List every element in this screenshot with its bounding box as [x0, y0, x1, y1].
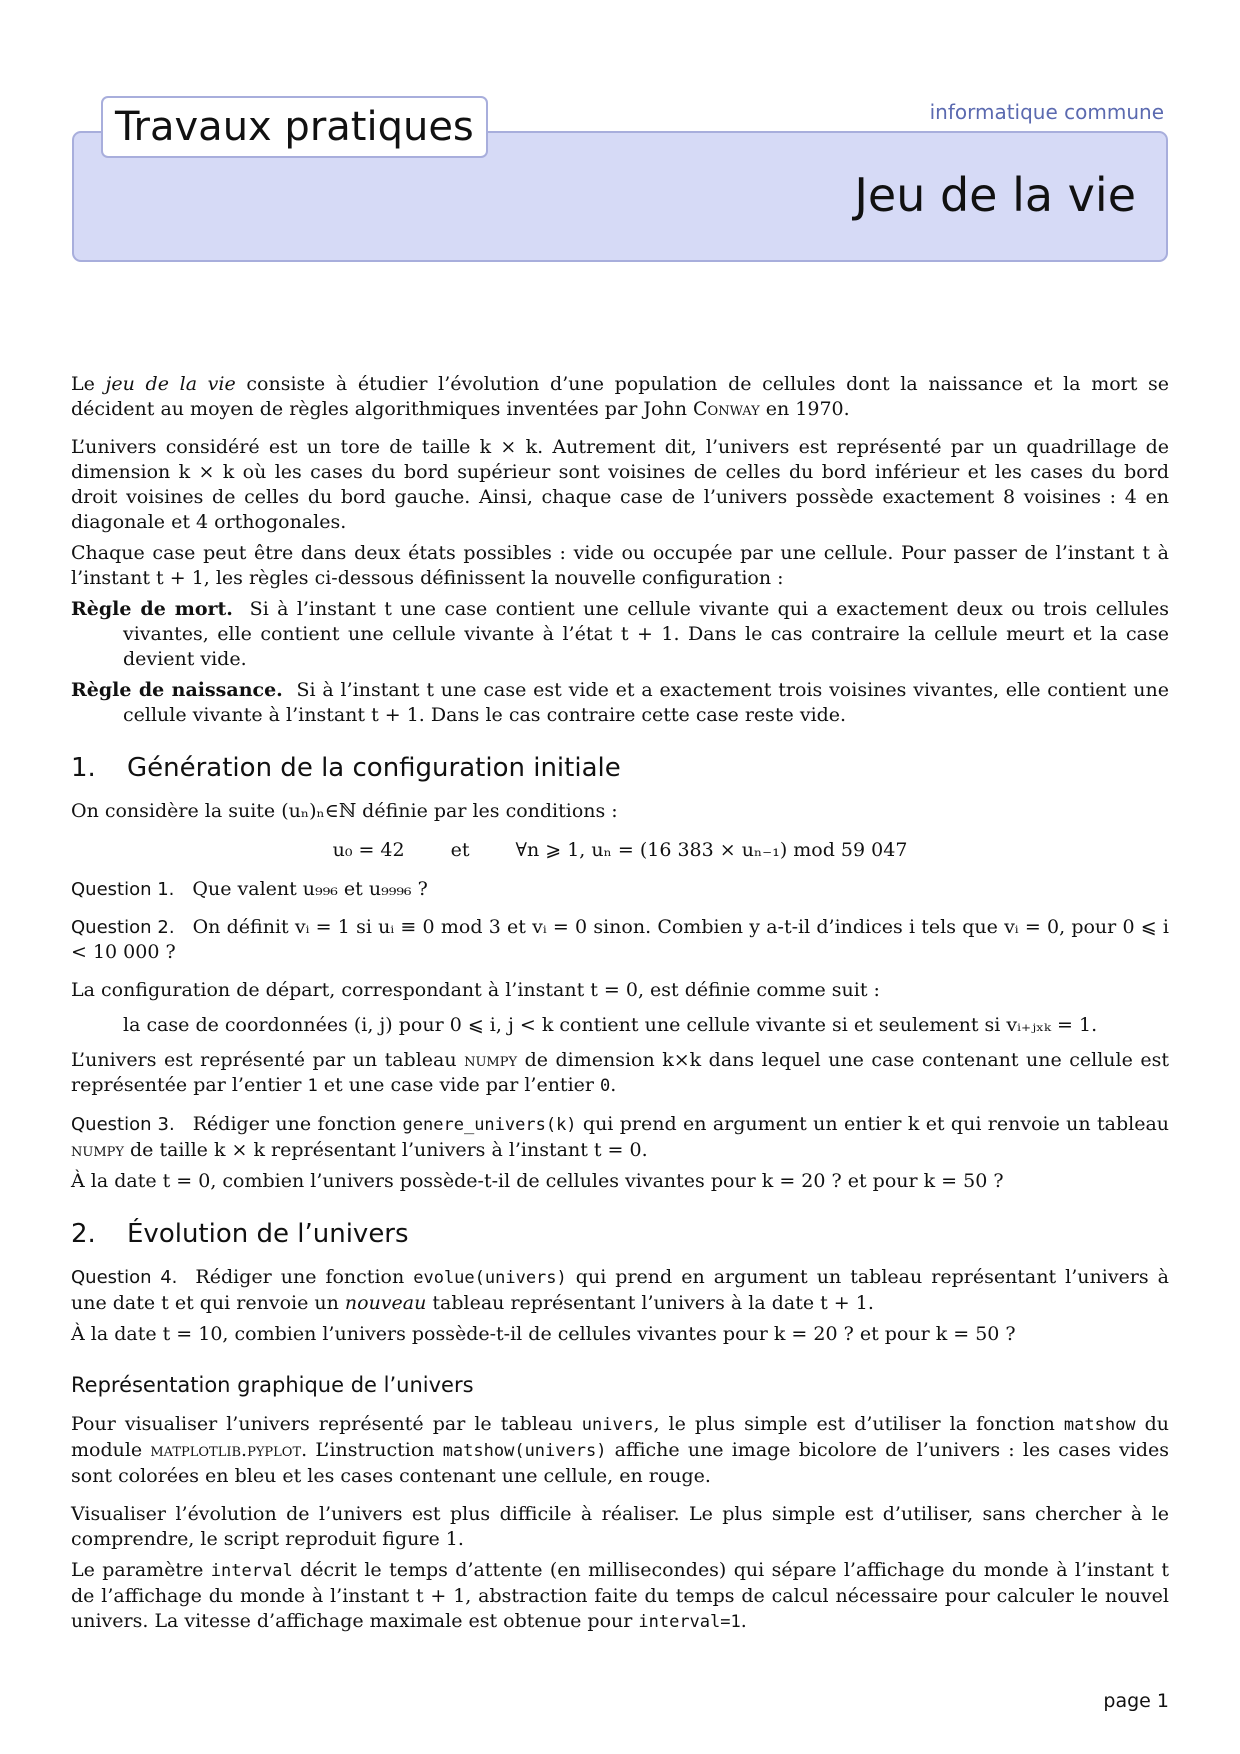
rule-death: Règle de mort. Si à l’instant t une case contient une cellule vivante qui a exactement deux ou trois cellules vivantes, elle contient une cellule vivante à l’état t + 1. Dans le cas contraire la cellule meurt et la case devient vide.	[71, 598, 1169, 670]
document-body	[71, 372, 1169, 1641]
rule-birth: Règle de naissance. Si à l’instant t une case est vide et a exactement trois voisines vivantes, elle contient une cellule vivante à l’instant t + 1. Dans le cas contraire cette case reste vide.	[71, 679, 1169, 726]
torus-paragraph: L’univers considéré est un tore de taille k × k. Autrement dit, l’univers est représenté par un quadrillage de dimension k × k où les cases du bord supérieur sont voisines de celles du bord inférieur et les cases du bord droit voisines de celles du bord gauche. Ainsi, chaque case de l’univers possède exactement 8 voisines : 4 en diagonale et 4 orthogonales.	[71, 436, 1169, 533]
representation-paragraph: L’univers est représenté par un tableau numpy de dimension k×k dans lequel une case contenant une cellule est représentée par l’entier 1 et une case vide par l’entier 0.	[71, 1049, 1169, 1096]
subsection-heading: Représentation graphique de l’univers	[71, 1373, 474, 1397]
document-title: Jeu de la vie	[854, 168, 1136, 222]
section-2-heading: 2. Évolution de l’univers	[71, 1219, 409, 1249]
sequence-equation: u₀ = 42 et ∀n ⩾ 1, uₙ = (16 383 × uₙ₋₁) mod 59 047	[332, 839, 908, 861]
question-3-followup: À la date t = 0, combien l’univers possède-t-il de cellules vivantes pour k = 20 ? et pour k = 50 ?	[71, 1170, 1004, 1192]
course-label: informatique commune	[929, 100, 1164, 124]
states-paragraph: Chaque case peut être dans deux états possibles : vide ou occupée par une cellule. Pour passer de l’instant t à l’instant t + 1, les règles ci-dessous définissent la nouvelle configuration :	[71, 542, 1169, 589]
question-4-followup: À la date t = 10, combien l’univers possède-t-il de cellules vivantes pour k = 20 ? et pour k = 50 ?	[71, 1323, 1016, 1345]
graphics-paragraph-3: Le paramètre interval décrit le temps d’attente (en millisecondes) qui sépare l’affichage du monde à l’instant t de l’affichage du monde à l’instant t + 1, abstraction faite du temps de calcul nécessaire pour calculer le nouvel univers. La vitesse d’affichage maximale est obtenue pour interval=1.	[71, 1559, 1169, 1632]
sequence-intro: On considère la suite (uₙ)ₙ∈ℕ définie par les conditions :	[71, 800, 618, 822]
question-4: Question 4. Rédiger une fonction evolue(univers) qui prend en argument un tableau représentant l’univers à une date t et qui renvoie un nouveau tableau représentant l’univers à la date t + 1.	[71, 1266, 1169, 1314]
question-1: Question 1. Que valent u₉₉₆ et u₉₉₉₆ ?	[71, 878, 428, 900]
intro-paragraph: Le jeu de la vie consiste à étudier l’évolution d’une population de cellules dont la naissance et la mort se décident au moyen de règles algorithmiques inventées par John Conway en 1970.	[71, 373, 1170, 420]
section-1-heading: 1. Génération de la configuration initiale	[71, 753, 621, 783]
header-tab-label: Travaux pratiques	[101, 96, 488, 158]
graphics-paragraph-1: Pour visualiser l’univers représenté par le tableau univers, le plus simple est d’utiliser la fonction matshow du module matplotlib.pyplot. L’instruction matshow(univers) affiche une image bicolore de l’univers : les cases vides sont colorées en bleu et les cases contenant une cellule, en rouge.	[71, 1413, 1169, 1487]
question-2: Question 2. On définit vᵢ = 1 si uᵢ ≡ 0 mod 3 et vᵢ = 0 sinon. Combien y a-t-il d’indices i tels que vᵢ = 0, pour 0 ⩽ i < 10 000 ?	[71, 916, 1169, 963]
page-number: page 1	[1103, 1690, 1169, 1712]
config-rule: la case de coordonnées (i, j) pour 0 ⩽ i, j < k contient une cellule vivante si et seulement si vᵢ₊ⱼₓₖ = 1.	[123, 1014, 1098, 1036]
question-3: Question 3. Rédiger une fonction genere_univers(k) qui prend en argument un entier k et qui renvoie un tableau numpy de taille k × k représentant l’univers à l’instant t = 0.	[71, 1113, 1170, 1161]
graphics-paragraph-2: Visualiser l’évolution de l’univers est plus difficile à réaliser. Le plus simple est d’utiliser, sans chercher à le comprendre, le script reproduit figure 1.	[71, 1503, 1169, 1550]
config-intro: La configuration de départ, correspondant à l’instant t = 0, est définie comme suit :	[71, 979, 880, 1001]
